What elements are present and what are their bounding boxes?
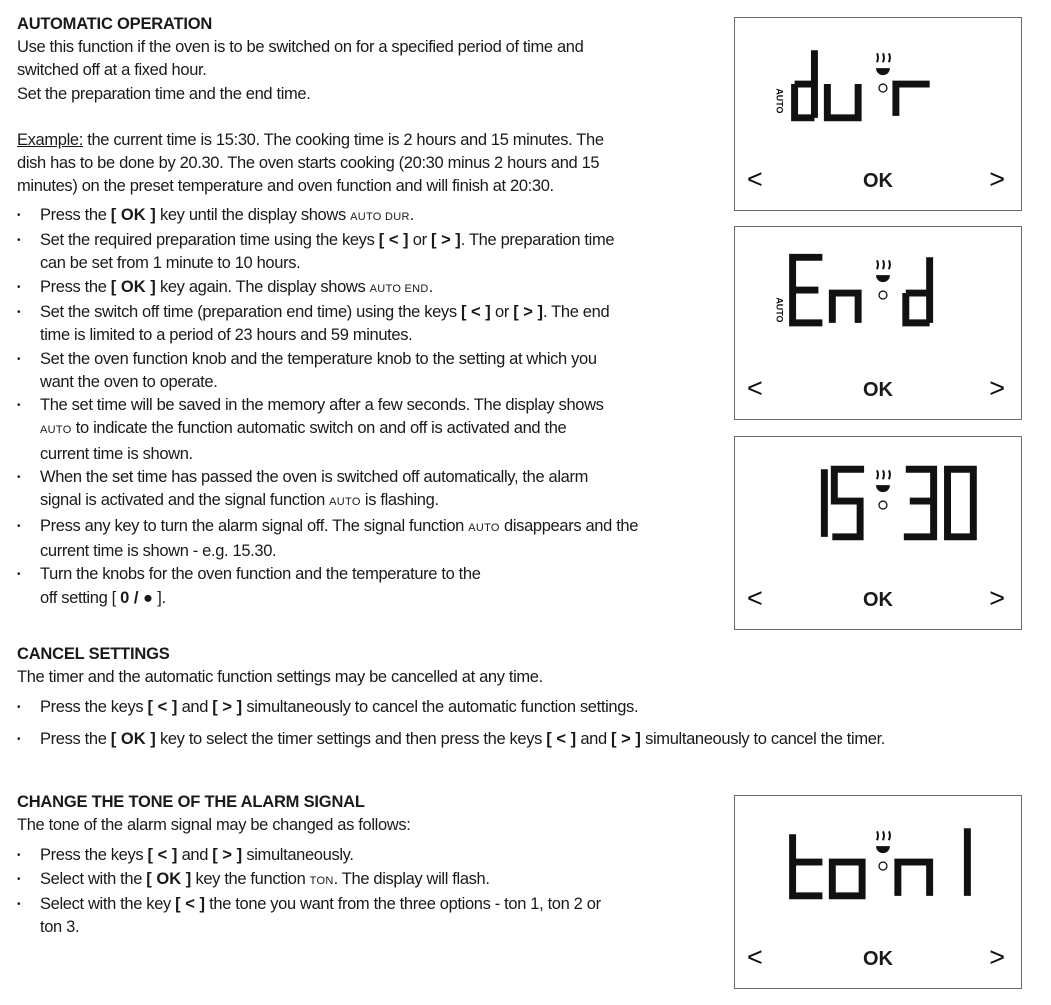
panel-controls <box>735 585 1021 615</box>
panel-controls <box>735 944 1021 974</box>
example-line: the current time is 15:30. The cooking time is 2 hours and 15 minutes. The <box>82 130 604 149</box>
list-item: • The set time will be saved in the memory after a few seconds. The display shows AUTO to indicate the function automatic switch on and off is activated and the current time is shown. <box>17 394 729 466</box>
display-panel-end <box>734 226 1022 420</box>
list-item: • Press the [ OK ] key until the display shows AUTO DUR. <box>17 204 729 229</box>
display-panel-time <box>734 436 1022 630</box>
ok-button[interactable]: OK <box>863 589 893 611</box>
right-key-label: [ > ] <box>513 302 544 321</box>
chevron-left-icon[interactable]: < <box>747 942 763 972</box>
list-item: • Press the [ OK ] key again. The display shows AUTO END. <box>17 276 729 301</box>
example-label: Example: <box>17 130 83 149</box>
chevron-right-icon[interactable]: > <box>989 583 1005 613</box>
display-code: AUTO END <box>369 282 429 295</box>
section-title: AUTOMATIC OPERATION <box>17 15 213 33</box>
intro-line: switched off at a fixed hour. <box>17 61 207 80</box>
intro-line: Set the preparation time and the end time. <box>17 84 311 103</box>
lcd-characters <box>793 828 968 896</box>
oven-icon <box>876 831 890 870</box>
lcd-display <box>735 445 1021 575</box>
steps-list <box>17 204 729 610</box>
panel-controls <box>735 166 1021 196</box>
automatic-operation-section <box>17 14 729 610</box>
svg-text:AUTO: AUTO <box>774 88 785 114</box>
list-item: • Set the required preparation time using the keys [ < ] or [ > ]. The preparation time can be set from 1 minute to 10 hours. <box>17 229 729 276</box>
list-item: • Select with the key [ < ] the tone you want from the three options - ton 1, ton 2 or ton 3. <box>17 893 729 940</box>
lcd-display <box>735 804 1021 934</box>
steps-list <box>17 844 729 939</box>
list-item: • When the set time has passed the oven is switched off automatically, the alarm signal is activated and the signal function AUTO is flashing. <box>17 466 729 515</box>
ok-key-label: [ OK ] <box>110 729 156 748</box>
intro-text: The tone of the alarm signal may be changed as follows: <box>17 816 411 834</box>
ok-button[interactable]: OK <box>863 170 893 192</box>
svg-text:AUTO: AUTO <box>774 297 785 323</box>
ok-key-label: [ OK ] <box>110 277 156 296</box>
lcd-characters <box>793 257 930 323</box>
lcd-display <box>735 26 1021 156</box>
example-line: dish has to be done by 20.30. The oven starts cooking (20:30 minus 2 hours and 15 <box>17 154 600 173</box>
example-text <box>17 129 729 199</box>
display-code: AUTO <box>329 496 361 509</box>
oven-icon <box>876 53 890 92</box>
steps-list <box>17 696 1037 751</box>
section-title: CANCEL SETTINGS <box>17 645 170 663</box>
right-key-label: [ > ] <box>611 729 641 748</box>
panel-controls <box>735 375 1021 405</box>
left-key-label: [ < ] <box>460 302 491 321</box>
list-item: • Press the [ OK ] key to select the timer settings and then press the keys [ < ] and [ > ] simultaneously to cancel the timer. <box>17 728 1037 751</box>
ok-button[interactable]: OK <box>863 948 893 970</box>
list-item: • Turn the knobs for the oven function and the temperature to the off setting [ 0 / ● ]. <box>17 563 729 610</box>
list-item: • Press the keys [ < ] and [ > ] simultaneously. <box>17 844 729 867</box>
display-code: AUTO DUR <box>350 210 410 223</box>
right-key-label: [ > ] <box>212 846 243 865</box>
ok-key-label: [ OK ] <box>146 869 192 888</box>
left-key-label: [ < ] <box>147 846 178 865</box>
chevron-right-icon[interactable]: > <box>989 373 1005 403</box>
display-code: AUTO <box>468 521 500 534</box>
off-symbol: 0 / ● <box>120 588 154 607</box>
ok-key-label: [ OK ] <box>110 205 156 224</box>
chevron-right-icon[interactable]: > <box>989 942 1005 972</box>
display-code: AUTO <box>40 424 72 437</box>
display-panel-dur <box>734 17 1022 211</box>
chevron-left-icon[interactable]: < <box>747 164 763 194</box>
auto-indicator <box>775 88 785 113</box>
right-key-label: [ > ] <box>212 698 243 717</box>
list-item: • Press the keys [ < ] and [ > ] simultaneously to cancel the automatic function settings. <box>17 696 1037 719</box>
ok-button[interactable]: OK <box>863 379 893 401</box>
chevron-left-icon[interactable]: < <box>747 373 763 403</box>
chevron-left-icon[interactable]: < <box>747 583 763 613</box>
list-item: • Press any key to turn the alarm signal off. The signal function AUTO disappears and the current time is shown - e.g. 15.30. <box>17 515 729 564</box>
lcd-characters <box>824 469 973 537</box>
oven-icon <box>876 260 890 299</box>
intro-text <box>17 36 729 106</box>
intro-text: The timer and the automatic function settings may be cancelled at any time. <box>17 668 543 686</box>
list-item: • Set the oven function knob and the temperature knob to the setting at which you want the oven to operate. <box>17 348 729 395</box>
list-item: • Select with the [ OK ] key the function TON. The display will flash. <box>17 868 729 893</box>
list-item: • Set the switch off time (preparation end time) using the keys [ < ] or [ > ]. The end time is limited to a period of 23 hours and 59 minutes. <box>17 301 729 348</box>
oven-icon <box>876 470 890 509</box>
cancel-settings-section <box>17 644 1037 751</box>
left-key-label: [ < ] <box>147 698 178 717</box>
section-title: CHANGE THE TONE OF THE ALARM SIGNAL <box>17 793 365 811</box>
left-key-label: [ < ] <box>175 894 205 913</box>
lcd-characters <box>795 50 930 118</box>
right-key-label: [ > ] <box>430 231 461 250</box>
example-line: minutes) on the preset temperature and oven function and will finish at 20:30. <box>17 177 554 196</box>
alarm-tone-section <box>17 792 729 939</box>
display-code: TON <box>309 874 334 887</box>
chevron-right-icon[interactable]: > <box>989 164 1005 194</box>
left-key-label: [ < ] <box>546 729 577 748</box>
left-key-label: [ < ] <box>378 231 409 250</box>
intro-line: Use this function if the oven is to be switched on for a specified period of time and <box>17 38 584 56</box>
lcd-display <box>735 235 1021 365</box>
auto-indicator <box>775 297 785 322</box>
display-panel-tone <box>734 795 1022 989</box>
